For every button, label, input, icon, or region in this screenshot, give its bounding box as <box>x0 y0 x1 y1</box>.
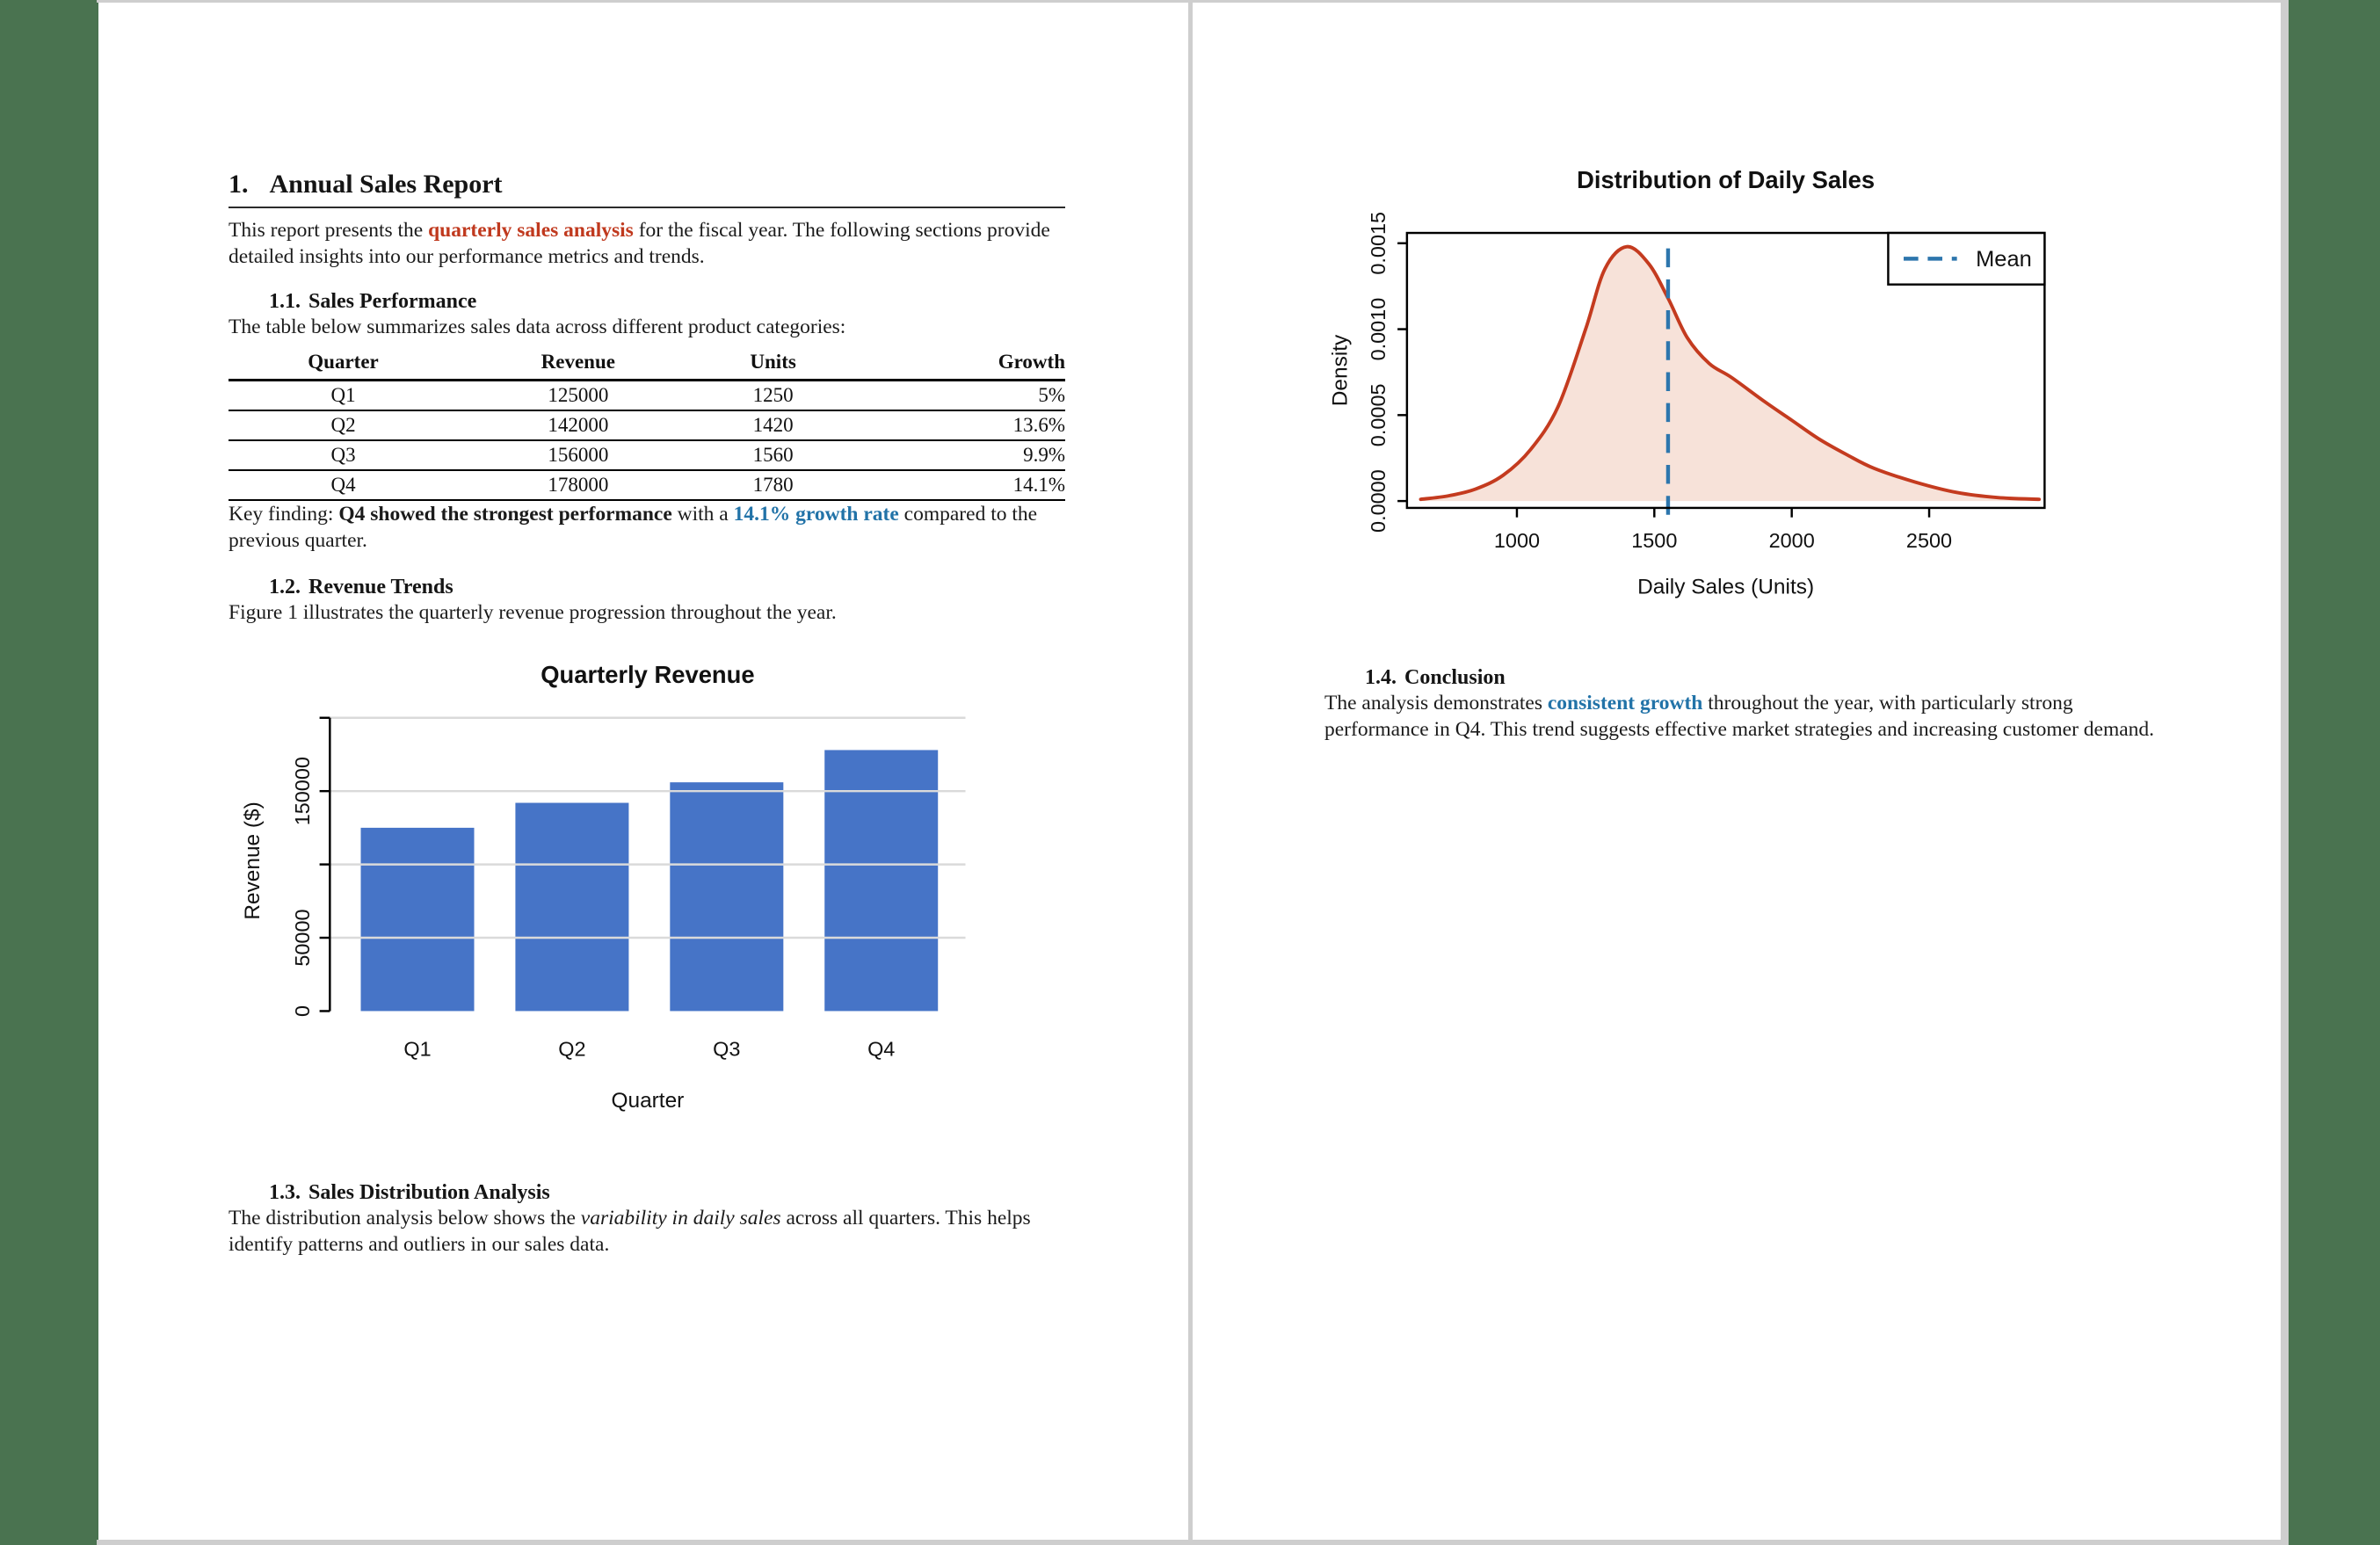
table-cell: 5% <box>1038 384 1065 406</box>
conclusion-highlight-blue: consistent growth <box>1547 691 1703 714</box>
section-1-3-heading <box>269 1180 1065 1205</box>
section-1-4-number: 1.4. <box>1365 665 1397 689</box>
legend <box>1888 233 2044 285</box>
page-2 <box>1193 3 2281 1540</box>
intro-highlight-red: quarterly sales analysis <box>428 219 634 242</box>
table-cell: Q1 <box>330 384 356 406</box>
bar-Q3 <box>670 782 783 1011</box>
key-finding-paragraph <box>229 501 1065 554</box>
svg-text:1500: 1500 <box>1631 528 1678 552</box>
table-cell: 156000 <box>548 444 609 466</box>
sales-table-header: Revenue <box>541 351 615 373</box>
svg-text:0: 0 <box>291 1005 315 1017</box>
svg-text:Density: Density <box>1328 334 1353 407</box>
table-row <box>229 381 1065 411</box>
conclusion-text-2: throughout the year, with particularly strong performance in Q4. This trend suggests effective market strategies and increasing customer demand. <box>1324 691 2155 741</box>
key-finding-label: Key finding: <box>229 503 339 526</box>
intro-text-2: for the fiscal year. The following sections provide detailed insights into our performance metrics and trends. <box>229 219 1050 268</box>
svg-text:0.0015: 0.0015 <box>1366 211 1390 275</box>
section-1-2-title: Revenue Trends <box>308 576 454 598</box>
bar-Q1 <box>361 828 475 1012</box>
svg-text:Quarterly Revenue: Quarterly Revenue <box>541 661 755 689</box>
svg-text:Q2: Q2 <box>558 1037 586 1061</box>
sales-table-body <box>229 381 1065 501</box>
distribution-paragraph <box>229 1205 1065 1258</box>
figure-lead-paragraph: Figure 1 illustrates the quarterly revenue progression throughout the year. <box>229 601 837 624</box>
conclusion-paragraph <box>1324 690 2182 743</box>
page-top-edge <box>97 0 2282 3</box>
svg-text:Quarter: Quarter <box>611 1088 685 1113</box>
key-finding-highlight-blue: 14.1% growth rate <box>733 503 899 526</box>
table-cell: 1560 <box>752 444 794 466</box>
table-row <box>229 440 1065 470</box>
figure-daily-sales-distribution <box>1324 157 2098 639</box>
table-cell: 125000 <box>548 384 609 406</box>
section-1-3-number: 1.3. <box>269 1181 301 1205</box>
distribution-italic: variability in daily sales <box>580 1207 781 1230</box>
svg-text:0.0010: 0.0010 <box>1366 297 1390 361</box>
section-1-4-heading <box>1365 665 2182 690</box>
sales-table <box>229 349 1065 501</box>
svg-text:2000: 2000 <box>1768 528 1815 552</box>
key-finding-bold: Q4 showed the strongest performance <box>338 503 672 526</box>
section-1-1-number: 1.1. <box>269 290 301 313</box>
figure-quarterly-revenue <box>229 650 984 1128</box>
table-row <box>229 470 1065 500</box>
svg-text:0.0000: 0.0000 <box>1366 469 1390 533</box>
table-cell: 1250 <box>752 384 794 406</box>
table-cell: Q2 <box>330 414 356 436</box>
svg-text:Q1: Q1 <box>403 1037 432 1061</box>
page-1-content <box>98 3 1188 1258</box>
table-row <box>229 410 1065 440</box>
table-cell: 1420 <box>752 414 794 436</box>
svg-text:Distribution of Daily Sales: Distribution of Daily Sales <box>1577 166 1876 194</box>
svg-text:0.0005: 0.0005 <box>1366 383 1390 447</box>
page-right-edge <box>2281 0 2289 1545</box>
svg-text:Q4: Q4 <box>867 1037 896 1061</box>
report-title-text: Annual Sales Report <box>269 170 503 199</box>
daily-sales-density-chart <box>1324 157 2098 639</box>
svg-text:150000: 150000 <box>291 757 315 826</box>
section-1-4-title: Conclusion <box>1404 665 1506 689</box>
section-1-3-title: Sales Distribution Analysis <box>308 1181 550 1205</box>
table-cell: Q4 <box>330 474 356 496</box>
sales-table-header: Quarter <box>308 351 379 373</box>
distribution-text-2: across all quarters. This helps identify patterns and outliers in our sales data. <box>229 1207 1031 1257</box>
bar-Q2 <box>515 803 628 1012</box>
report-title-number: 1. <box>229 170 249 199</box>
legend-mean-label: Mean <box>1976 247 2032 272</box>
key-finding-text: with a <box>671 503 734 526</box>
sales-table-header: Units <box>750 351 796 373</box>
svg-text:50000: 50000 <box>291 909 315 967</box>
sales-table-head <box>229 349 1065 381</box>
quarterly-revenue-bar-chart <box>229 650 984 1128</box>
svg-text:Daily Sales (Units): Daily Sales (Units) <box>1637 575 1815 599</box>
table-cell: 14.1% <box>1012 474 1065 496</box>
table-cell: 13.6% <box>1012 414 1065 436</box>
conclusion-text: The analysis demonstrates <box>1324 691 1548 714</box>
report-title <box>229 170 1065 208</box>
distribution-text: The distribution analysis below shows the <box>229 1207 581 1230</box>
svg-text:Q3: Q3 <box>713 1037 741 1061</box>
table-cell: Q3 <box>330 444 356 466</box>
y-axis <box>291 718 330 1017</box>
bars <box>361 750 939 1011</box>
table-cell: 9.9% <box>1023 444 1065 466</box>
section-1-2-number: 1.2. <box>269 576 301 598</box>
table-cell: 178000 <box>548 474 609 496</box>
page-2-content <box>1193 3 2281 743</box>
section-1-1-heading <box>269 289 1065 314</box>
sales-table-header: Growth <box>998 351 1065 373</box>
page-1 <box>98 3 1188 1540</box>
table-lead-paragraph: The table below summarizes sales data across different product categories: <box>229 316 846 338</box>
section-1-2-heading <box>269 575 1065 599</box>
svg-text:2500: 2500 <box>1905 528 1953 552</box>
svg-text:Revenue ($): Revenue ($) <box>241 802 265 920</box>
bar-Q4 <box>824 750 938 1011</box>
page-bottom-edge <box>97 1540 2282 1545</box>
section-1-1-title: Sales Performance <box>308 290 477 313</box>
intro-paragraph <box>229 217 1065 270</box>
table-cell: 142000 <box>548 414 609 436</box>
intro-text: This report presents the <box>229 219 429 242</box>
key-finding-text-2: compared to the previous quarter. <box>229 503 1038 552</box>
svg-text:1000: 1000 <box>1493 528 1541 552</box>
sales-table-header-row <box>229 349 1065 381</box>
table-cell: 1780 <box>752 474 794 496</box>
